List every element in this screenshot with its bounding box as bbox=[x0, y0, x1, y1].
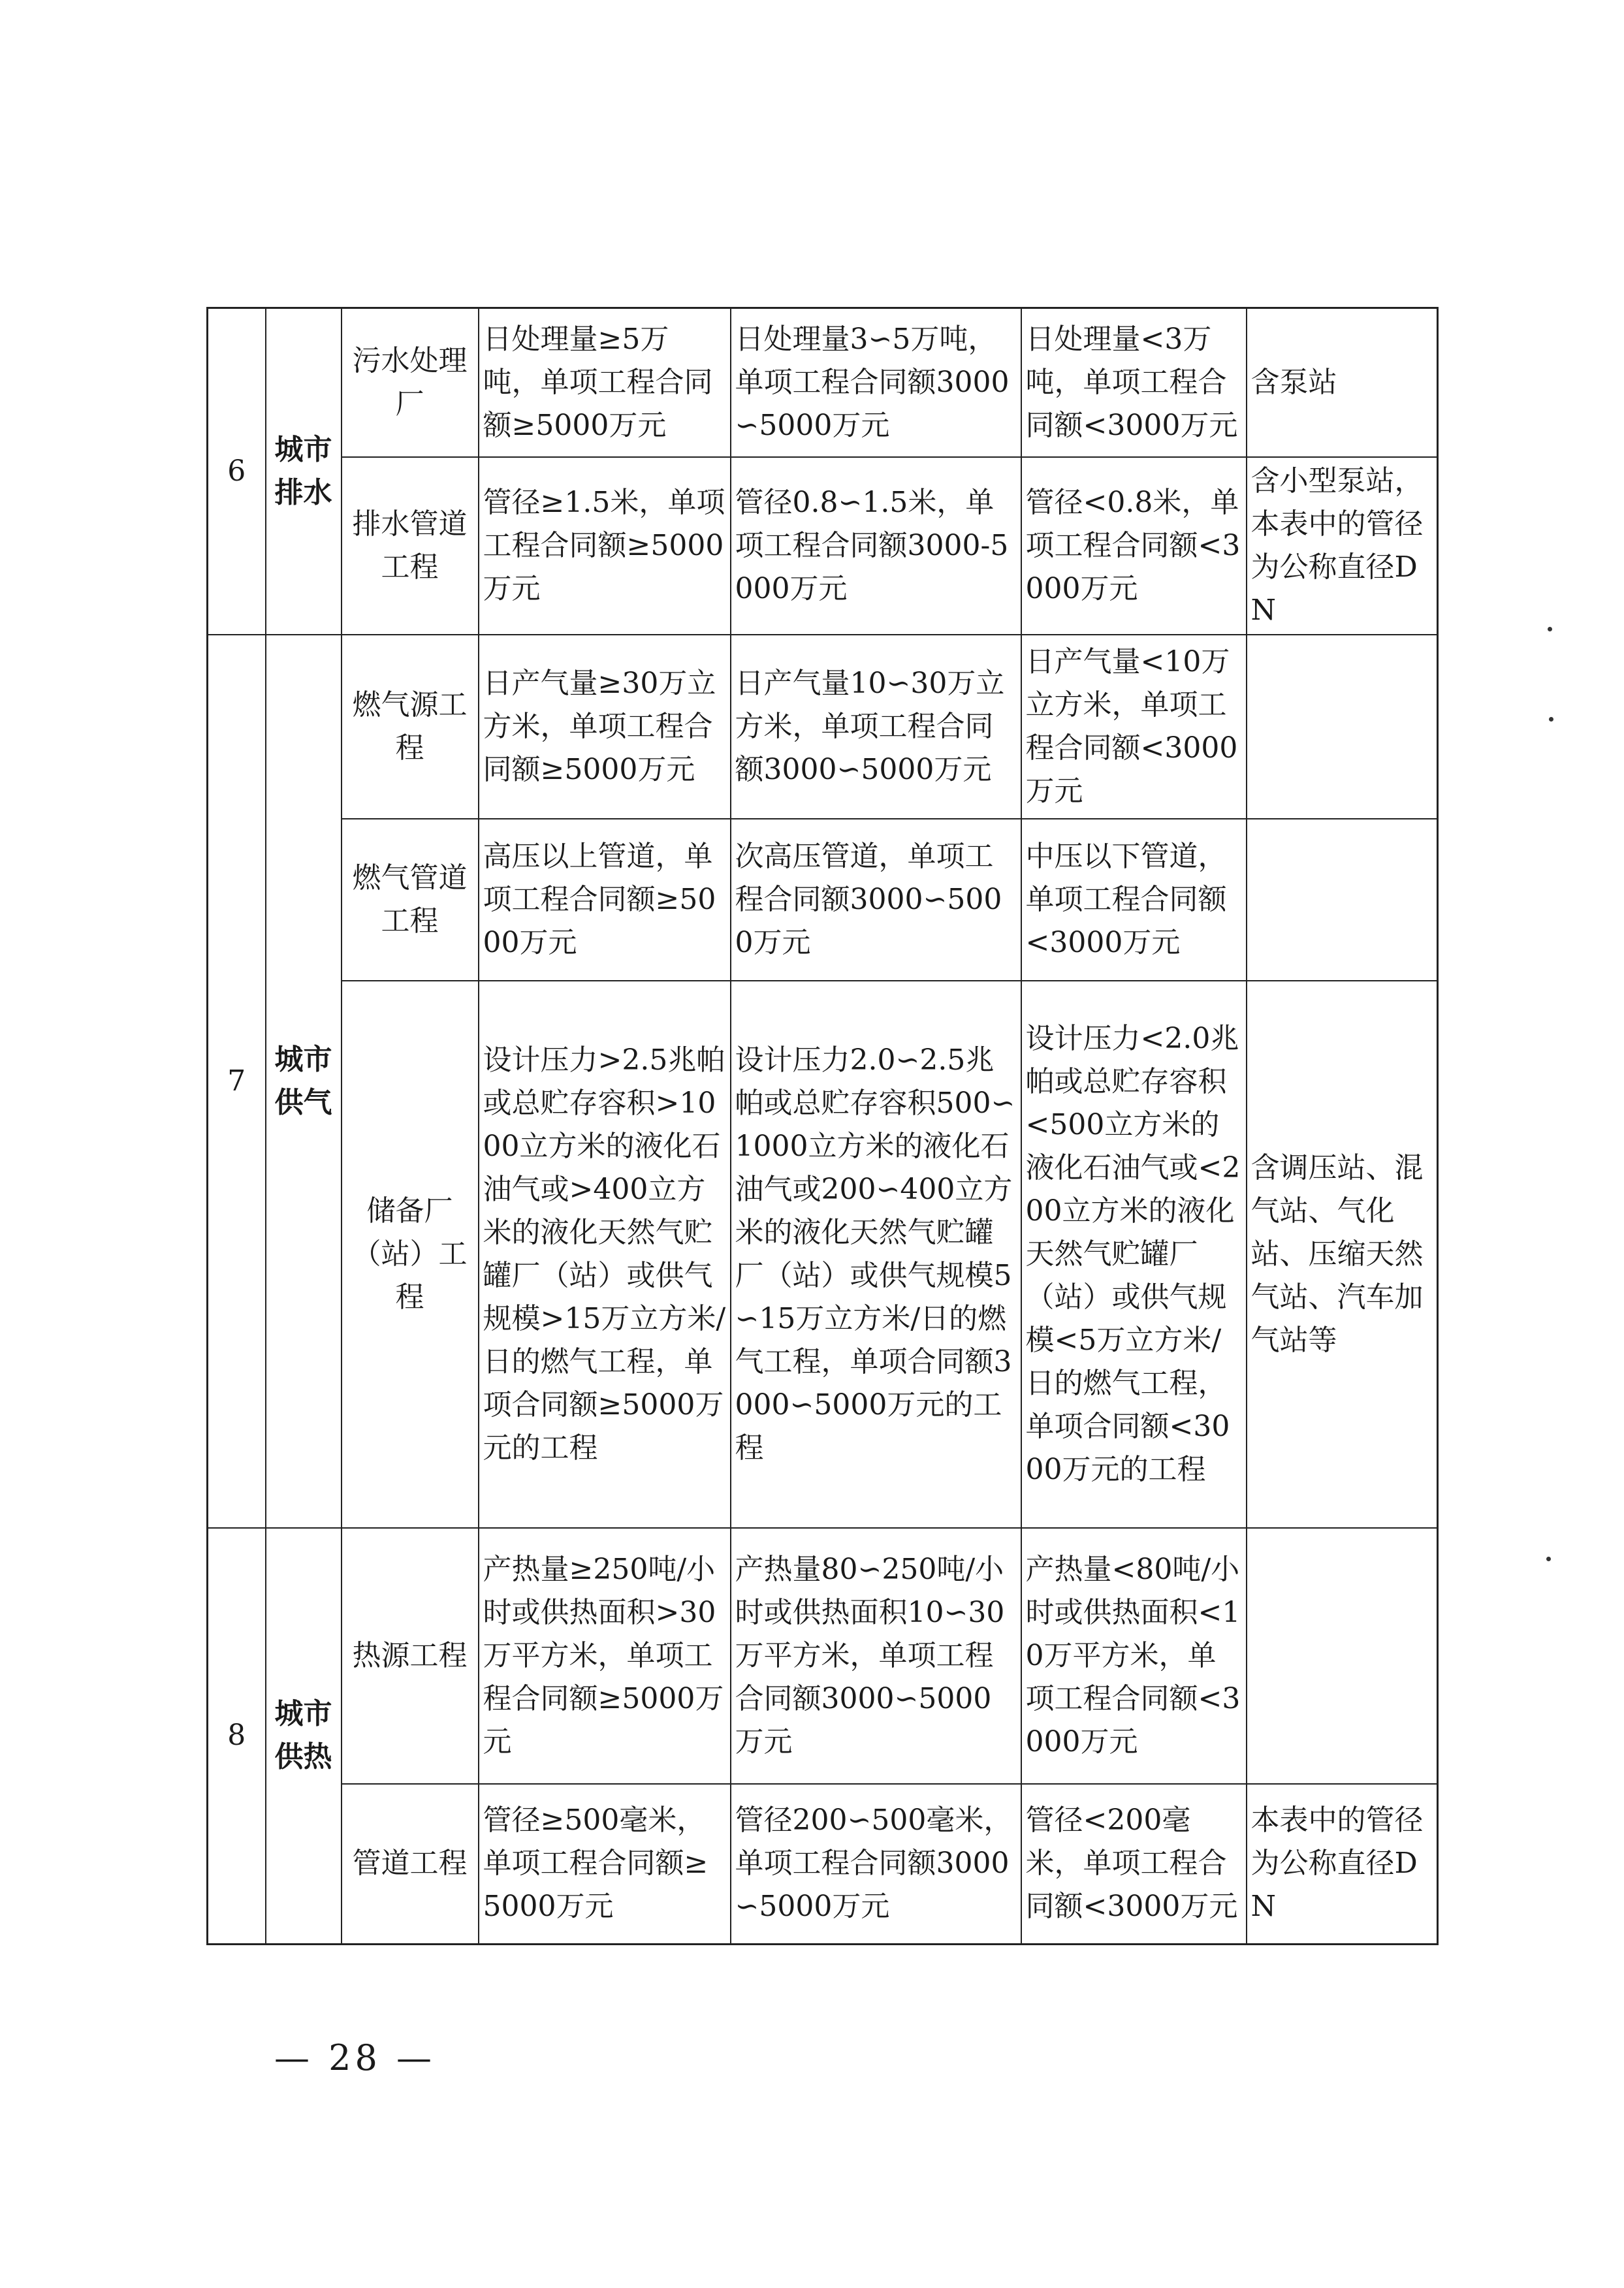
small-scale-cell: 产热量<80吨/小时或供热面积<10万平方米，单项工程合同额<3000万元 bbox=[1021, 1528, 1247, 1784]
note-cell bbox=[1247, 1528, 1438, 1784]
item-name: 污水处理厂 bbox=[342, 308, 479, 457]
scan-speck bbox=[1548, 627, 1552, 631]
page-number: — 28 — bbox=[274, 2037, 436, 2078]
small-scale-cell: 中压以下管道，单项工程合同额<3000万元 bbox=[1021, 819, 1247, 981]
medium-scale-cell: 设计压力2.0∽2.5兆帕或总贮存容积500∽1000立方米的液化石油气或200∽400立方米的液化天然气贮罐厂（站）或供气规模5∽15万立方米/日的燃气工程，单项合同额3000∽5000万元的工程 bbox=[731, 981, 1021, 1528]
group-number: 8 bbox=[208, 1528, 266, 1945]
note-cell: 含泵站 bbox=[1247, 308, 1438, 457]
small-scale-cell: 管径<0.8米，单项工程合同额<3000万元 bbox=[1021, 457, 1247, 635]
table-row bbox=[208, 981, 1438, 1528]
large-scale-cell: 日产气量≥30万立方米，单项工程合同额≥5000万元 bbox=[479, 635, 731, 819]
scan-speck bbox=[1546, 1557, 1551, 1561]
large-scale-cell: 设计压力>2.5兆帕或总贮存容积>1000立方米的液化石油气或>400立方米的液化天然气贮罐厂（站）或供气规模>15万立方米/日的燃气工程，单项合同额≥5000万元的工程 bbox=[479, 981, 731, 1528]
item-name: 燃气管道工程 bbox=[342, 819, 479, 981]
medium-scale-cell: 管径0.8∽1.5米，单项工程合同额3000-5000万元 bbox=[731, 457, 1021, 635]
note-cell: 含小型泵站，本表中的管径为公称直径DN bbox=[1247, 457, 1438, 635]
large-scale-cell: 管径≥500毫米，单项工程合同额≥5000万元 bbox=[479, 1784, 731, 1945]
note-cell bbox=[1247, 819, 1438, 981]
table-row bbox=[208, 635, 1438, 819]
medium-scale-cell: 产热量80∽250吨/小时或供热面积10∽30万平方米，单项工程合同额3000∽5000万元 bbox=[731, 1528, 1021, 1784]
medium-scale-cell: 管径200∽500毫米，单项工程合同额3000∽5000万元 bbox=[731, 1784, 1021, 1945]
table-row bbox=[208, 308, 1438, 457]
medium-scale-cell: 日处理量3∽5万吨，单项工程合同额3000∽5000万元 bbox=[731, 308, 1021, 457]
medium-scale-cell: 日产气量10∽30万立方米，单项工程合同额3000∽5000万元 bbox=[731, 635, 1021, 819]
group-number: 7 bbox=[208, 635, 266, 1528]
small-scale-cell: 日产气量<10万立方米，单项工程合同额<3000万元 bbox=[1021, 635, 1247, 819]
engineering-scale-table bbox=[206, 307, 1439, 1945]
group-category: 城市供气 bbox=[266, 635, 342, 1528]
note-cell: 本表中的管径为公称直径DN bbox=[1247, 1784, 1438, 1945]
table-row bbox=[208, 819, 1438, 981]
note-cell bbox=[1247, 635, 1438, 819]
large-scale-cell: 高压以上管道，单项工程合同额≥5000万元 bbox=[479, 819, 731, 981]
small-scale-cell: 日处理量<3万吨，单项工程合同额<3000万元 bbox=[1021, 308, 1247, 457]
item-name: 燃气源工程 bbox=[342, 635, 479, 819]
table-row bbox=[208, 1784, 1438, 1945]
group-category: 城市排水 bbox=[266, 308, 342, 635]
item-name: 排水管道工程 bbox=[342, 457, 479, 635]
small-scale-cell: 管径<200毫米，单项工程合同额<3000万元 bbox=[1021, 1784, 1247, 1945]
large-scale-cell: 管径≥1.5米，单项工程合同额≥5000万元 bbox=[479, 457, 731, 635]
large-scale-cell: 产热量≥250吨/小时或供热面积>30万平方米，单项工程合同额≥5000万元 bbox=[479, 1528, 731, 1784]
note-cell: 含调压站、混气站、气化站、压缩天然气站、汽车加气站等 bbox=[1247, 981, 1438, 1528]
group-category: 城市供热 bbox=[266, 1528, 342, 1945]
medium-scale-cell: 次高压管道，单项工程合同额3000∽5000万元 bbox=[731, 819, 1021, 981]
scan-speck bbox=[1549, 717, 1553, 722]
item-name: 储备厂（站）工程 bbox=[342, 981, 479, 1528]
item-name: 管道工程 bbox=[342, 1784, 479, 1945]
item-name: 热源工程 bbox=[342, 1528, 479, 1784]
table-row bbox=[208, 1528, 1438, 1784]
table-row bbox=[208, 457, 1438, 635]
group-number: 6 bbox=[208, 308, 266, 635]
small-scale-cell: 设计压力<2.0兆帕或总贮存容积<500立方米的液化石油气或<200立方米的液化天然气贮罐厂（站）或供气规模<5万立方米/日的燃气工程，单项合同额<3000万元的工程 bbox=[1021, 981, 1247, 1528]
large-scale-cell: 日处理量≥5万吨，单项工程合同额≥5000万元 bbox=[479, 308, 731, 457]
